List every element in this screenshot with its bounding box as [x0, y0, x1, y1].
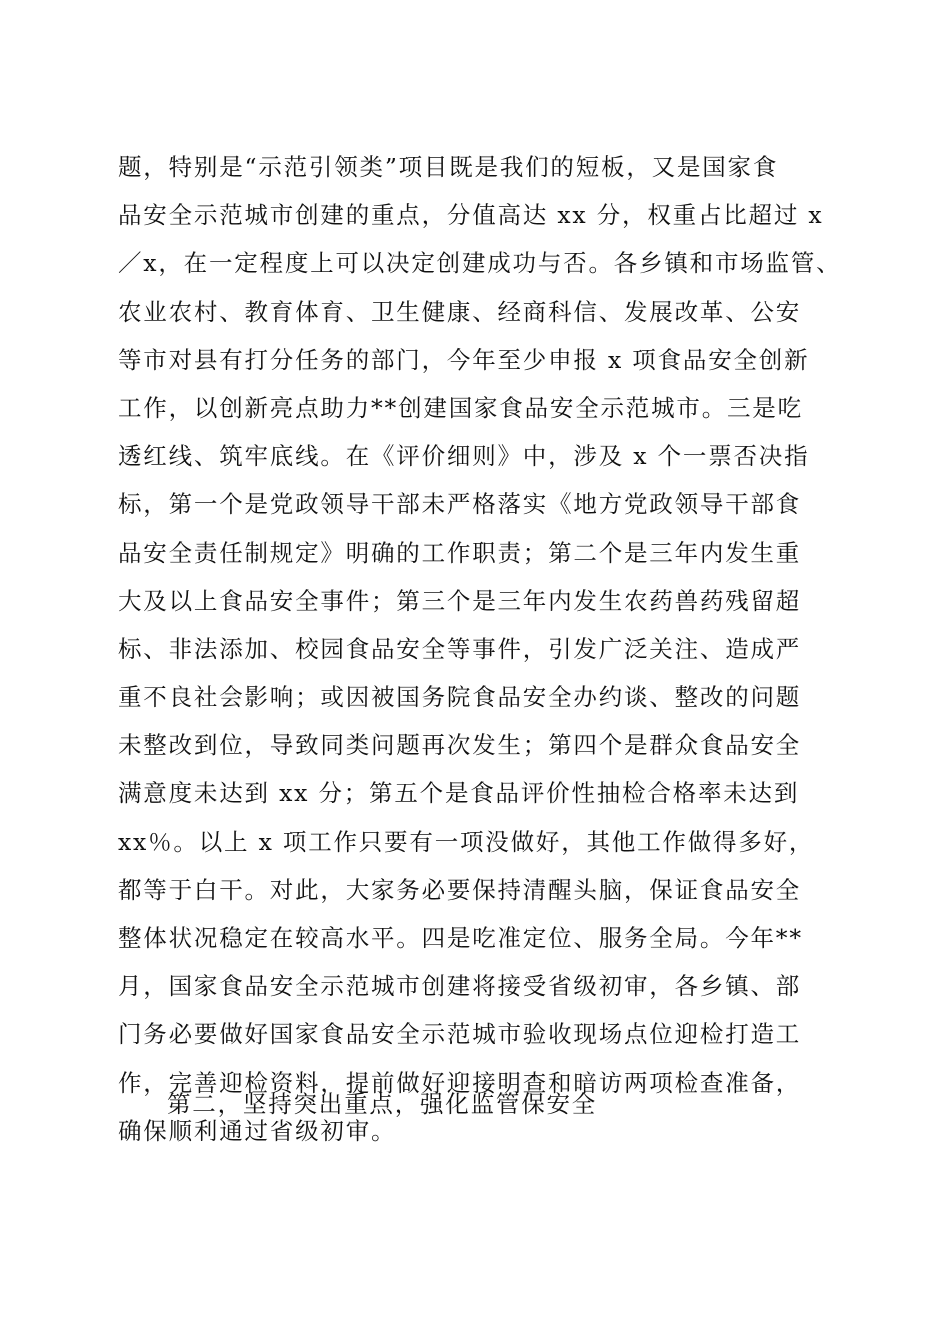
body-paragraph — [118, 143, 858, 1155]
text-line: 题，特别是“示范引领类”项目既是我们的短板，又是国家食 — [118, 153, 779, 181]
text-line: 月，国家食品安全示范城市创建将接受省级初审，各乡镇、部 — [118, 972, 802, 1001]
text-line: xx％。以上 x 项工作只要有一项没做好，其他工作做得多好， — [118, 827, 815, 856]
text-line: 等市对县有打分任务的部门，今年至少申报 x 项食品安全创新 — [118, 345, 810, 374]
text-line: 未整改到位，导致同类问题再次发生；第四个是群众食品安全 — [118, 731, 802, 760]
section-heading: 第二，坚持突出重点，强化监管保安全 — [167, 1090, 598, 1118]
text-line: ／x，在一定程度上可以决定创建成功与否。各乡镇和市场监管、 — [118, 249, 842, 278]
text-line: 品安全责任制规定》明确的工作职责；第二个是三年内发生重 — [118, 538, 802, 567]
text-line: 重不良社会影响；或因被国务院食品安全办约谈、整改的问题 — [118, 683, 802, 712]
text-line: 品安全示范城市创建的重点，分值高达 xx 分，权重占比超过 x — [118, 201, 824, 230]
text-line: 确保顺利通过省级初审。 — [118, 1116, 397, 1145]
text-line: 农业农村、教育体育、卫生健康、经商科信、发展改革、公安 — [118, 297, 802, 326]
text-line: 都等于白干。对此，大家务必要保持清醒头脑，保证食品安全 — [118, 875, 802, 904]
text-line: 工作，以创新亮点助力**创建国家食品安全示范城市。三是吃 — [118, 393, 803, 422]
text-line: 满意度未达到 xx 分；第五个是食品评价性抽检合格率未达到 — [118, 779, 800, 808]
text-line: 整体状况稳定在较高水平。四是吃准定位、服务全局。今年** — [118, 924, 803, 952]
text-line: 作，完善迎检资料，提前做好迎接明查和暗访两项检查准备， — [118, 1068, 802, 1097]
text-line: 大及以上食品安全事件；第三个是三年内发生农药兽药残留超 — [118, 586, 802, 615]
text-line: 门务必要做好国家食品安全示范城市验收现场点位迎检打造工 — [118, 1020, 802, 1049]
text-line: 标、非法添加、校园食品安全等事件，引发广泛关注、造成严 — [118, 634, 802, 663]
text-line: 标，第一个是党政领导干部未严格落实《地方党政领导干部食 — [118, 490, 802, 519]
text-line: 透红线、筑牢底线。在《评价细则》中，涉及 x 个一票否决指 — [118, 442, 810, 471]
